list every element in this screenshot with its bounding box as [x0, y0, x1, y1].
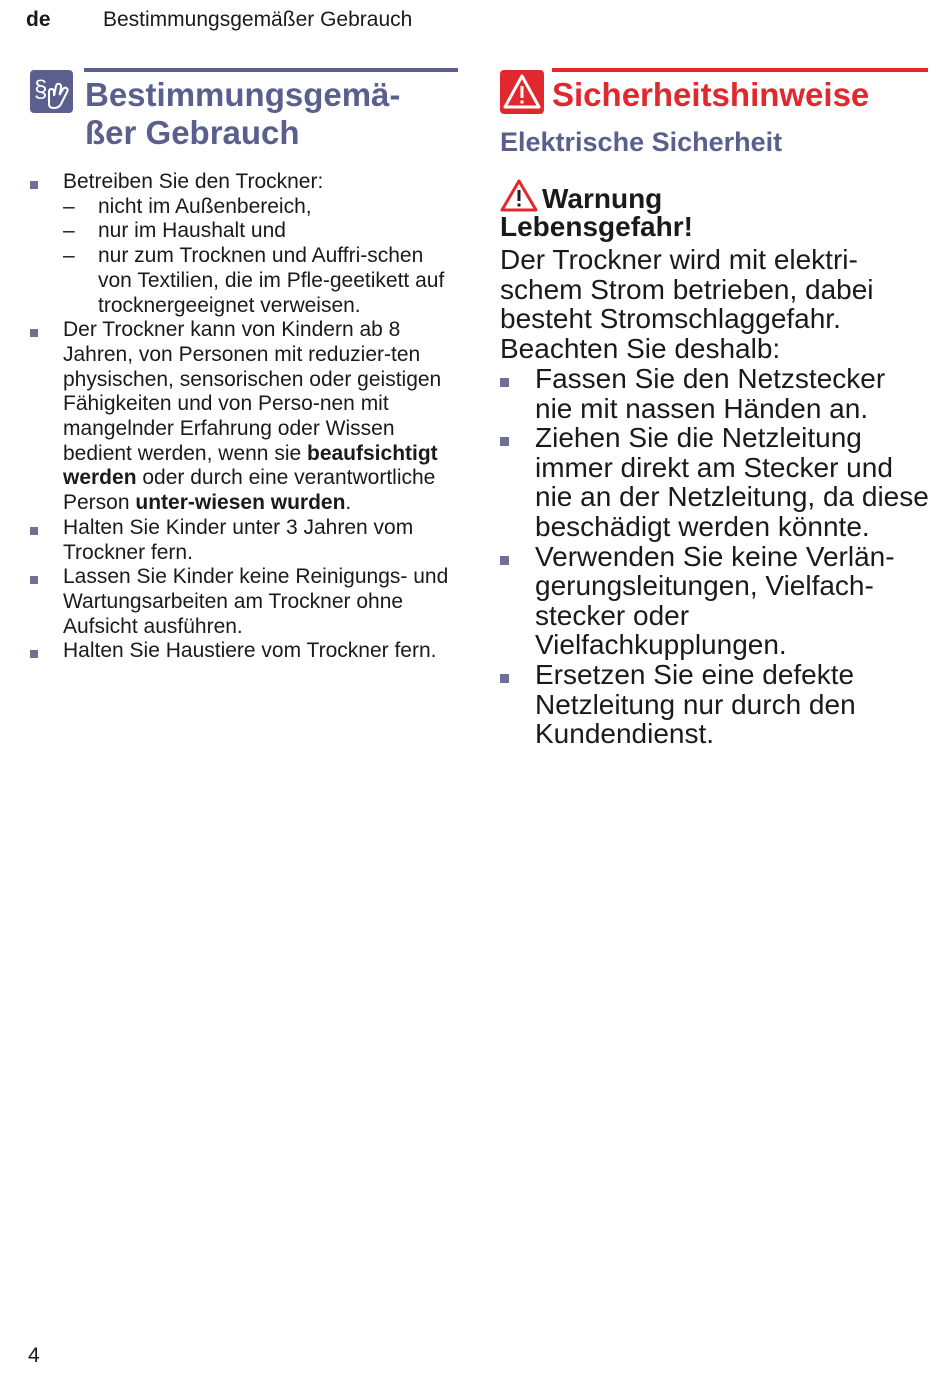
danger-label: Lebensgefahr!: [500, 211, 693, 242]
paragraph-hand-icon: [30, 70, 73, 113]
list-item: [30, 170, 460, 318]
list-item: [30, 318, 460, 516]
list-item-text: oder durch eine verantwortliche Person: [63, 466, 436, 515]
subheading-electrical-safety: Elektrische Sicherheit: [500, 127, 783, 157]
safety-list: [500, 364, 930, 749]
section-rule-right: [552, 68, 928, 72]
svg-text:§: §: [34, 76, 48, 103]
list-item: Ziehen Sie die Netzleitung immer direkt am Stecker und nie an der Netzleitung, da diese beschädigt werden könnte.: [500, 423, 930, 541]
list-item: Halten Sie Haustiere vom Trockner fern.: [30, 639, 460, 664]
section-heading-intended-use: [85, 76, 445, 152]
bold-text: beaufsichtigt werden: [63, 441, 438, 490]
list-item: Ersetzen Sie eine defekte Netzleitung nur durch den Kundendienst.: [500, 660, 930, 749]
list-item: Lassen Sie Kinder keine Reinigungs- und Wartungsarbeiten am Trockner ohne Aufsicht ausführen.: [30, 565, 460, 639]
heading-line-2: ßer Gebrauch: [85, 114, 300, 151]
sub-list: [63, 195, 460, 319]
list-item-text: .: [345, 491, 352, 515]
warning-body: Der Trockner wird mit elektri-schem Strom betrieben, dabei besteht Stromschlaggefahr. Beachten Sie deshalb:: [500, 244, 874, 364]
language-code: de: [26, 8, 51, 31]
sub-list-item: – nur zum Trocknen und Auffri-schen von Textilien, die im Pfle-geetikett auf trocknergeeignet verweisen.: [63, 244, 460, 318]
list-item-text: Der Trockner kann von Kindern ab 8 Jahren, von Personen mit reduzier-ten physischen, sensorischen oder geistigen Fähigkeiten und von Perso-nen mit mangelnder Erfahrung oder Wissen bedient werden, wenn sie: [63, 318, 442, 465]
heading-line-1: Bestimmungsgemä-: [85, 76, 401, 113]
section-rule-left: [84, 68, 458, 72]
bold-text: unter-wiesen wurden: [135, 491, 346, 515]
list-item: Fassen Sie den Netzstecker nie mit nassen Händen an.: [500, 364, 930, 423]
list-item: Verwenden Sie keine Verlän-gerungsleitungen, Vielfach-stecker oder Vielfachkupplungen.: [500, 542, 930, 660]
warning-text: Warnung: [542, 183, 663, 214]
page-number: 4: [28, 1344, 40, 1367]
sub-list-item: – nicht im Außenbereich,: [63, 195, 460, 220]
list-item-text: Betreiben Sie den Trockner:: [63, 170, 324, 193]
sub-list-item: – nur im Haushalt und: [63, 219, 460, 244]
section-heading-safety: Sicherheitshinweise: [552, 76, 870, 113]
warning-triangle-icon: [500, 70, 544, 114]
list-item: Halten Sie Kinder unter 3 Jahren vom Trockner fern.: [30, 516, 460, 565]
running-header-title: Bestimmungsgemäßer Gebrauch: [103, 8, 413, 31]
intended-use-list: [30, 170, 460, 664]
